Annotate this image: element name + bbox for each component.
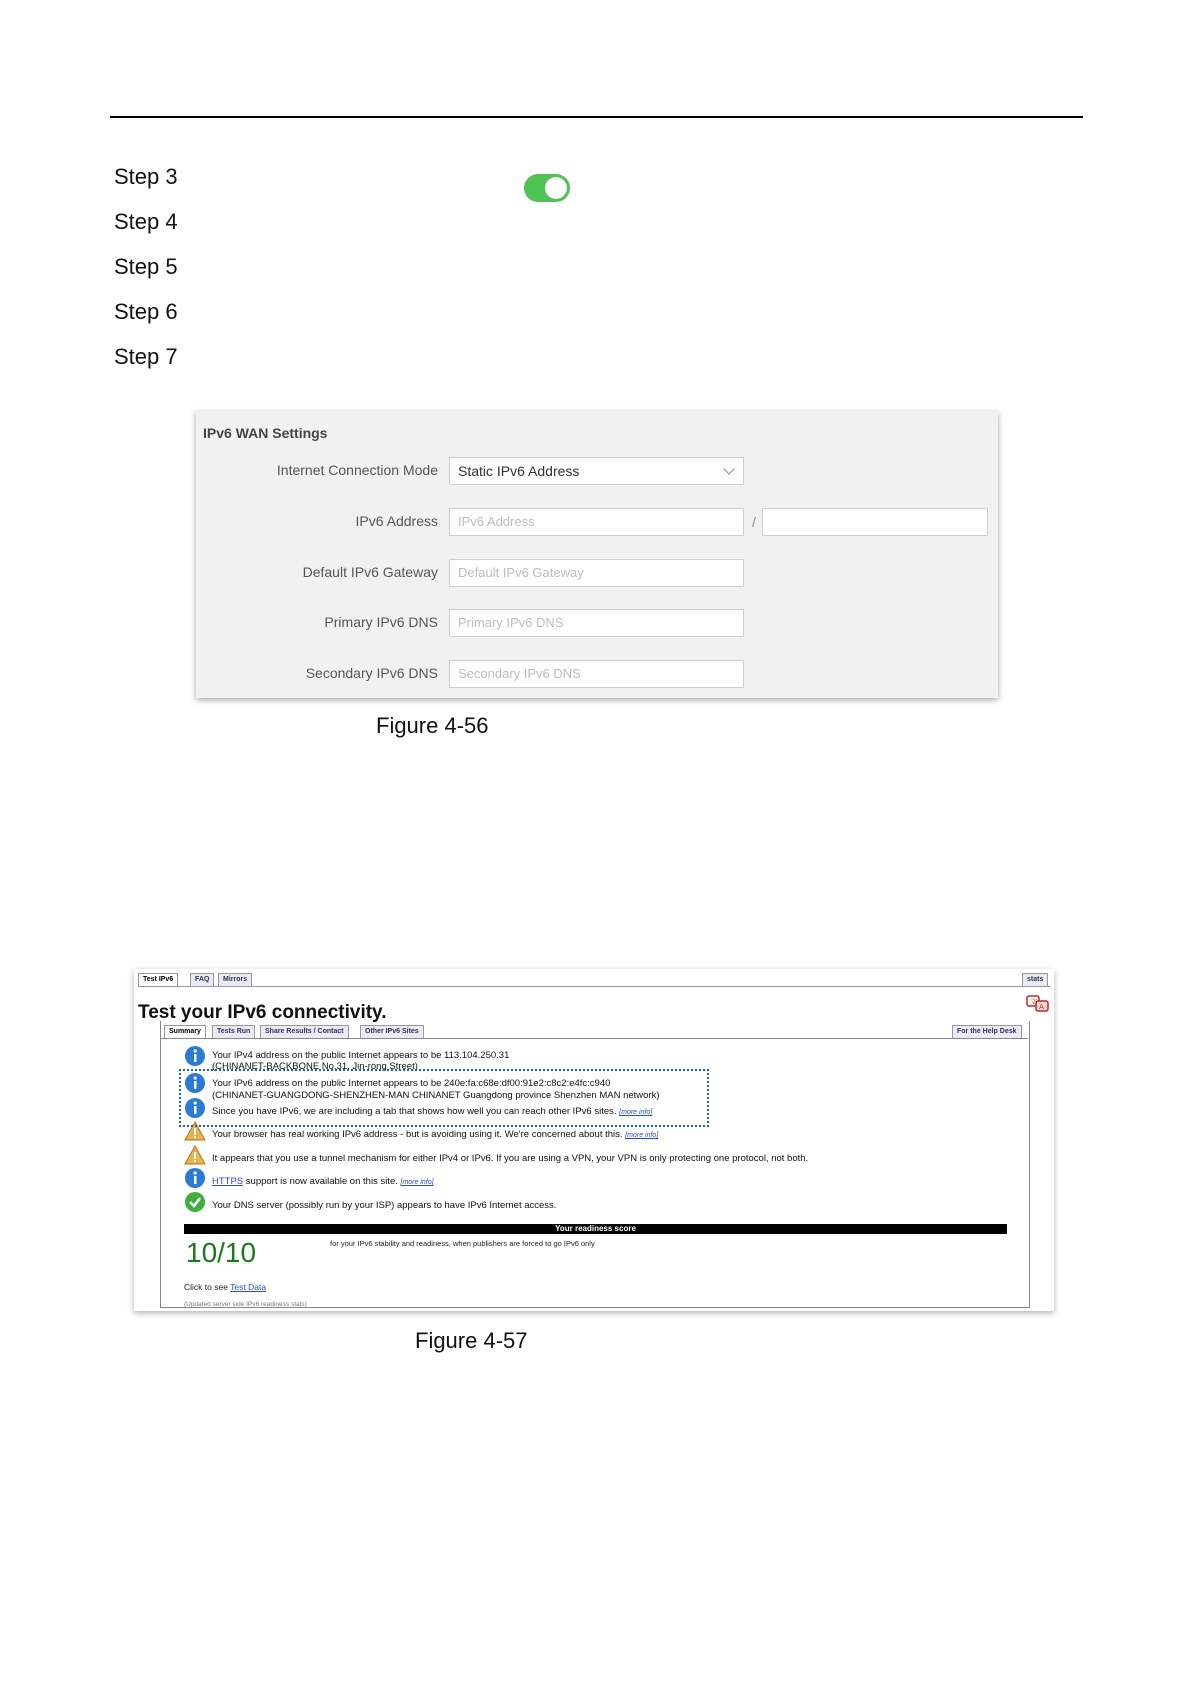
tab-test-ipv6[interactable]: Test IPv6 [138,973,178,987]
readiness-score-header: Your readiness score [184,1224,1007,1234]
gateway-label: Default IPv6 Gateway [302,564,438,580]
subtab-help-desk[interactable]: For the Help Desk [952,1025,1022,1039]
info-icon [184,1045,206,1067]
ipv6-address-line: Your IPv6 address on the public Internet appears to be 240e:fa:c68e:df00:91e2:c8c2:e4fc:c940 [212,1078,611,1089]
chevron-down-icon [723,463,734,474]
step-3-label: Step 3 [114,164,178,189]
primary-dns-label: Primary IPv6 DNS [324,614,438,630]
readiness-score-description: for your IPv6 stability and readiness, when publishers are forced to go IPv6 only [330,1239,595,1248]
https-line [212,1176,434,1189]
https-text: support is now available on this site. [243,1176,398,1187]
prefix-separator: / [752,514,756,530]
gateway-input[interactable]: Default IPv6 Gateway [449,559,744,587]
toggle-knob [545,177,567,199]
ipv6-wan-settings-panel [196,411,998,698]
figure-4-57-caption: Figure 4-57 [415,1328,528,1353]
tunnel-warning-line: It appears that you use a tunnel mechanism for either IPv4 or IPv6. If you are using a VPN, your VPN is only protecting one protocol, not both. [212,1153,809,1164]
figure-4-56-caption: Figure 4-56 [376,713,489,738]
subtab-tests-run[interactable]: Tests Run [212,1025,255,1039]
connection-mode-label: Internet Connection Mode [276,462,438,478]
more-info-link[interactable]: [more info] [625,1132,659,1139]
tab-faq[interactable]: FAQ [190,973,214,987]
ipv4-isp-line: (CHINANET-BACKBONE No.31, Jin-rong Street) [212,1061,418,1072]
more-info-link[interactable]: [more info] [400,1179,434,1186]
subtab-summary[interactable]: Summary [164,1025,206,1039]
ipv6-address-label: IPv6 Address [355,513,438,529]
ipv6-address-input[interactable]: IPv6 Address [449,508,744,536]
ipv4-address-line: Your IPv4 address on the public Internet appears to be 113.104.250.31 [212,1050,510,1061]
tab-stats[interactable]: stats [1022,973,1048,987]
subtab-divider [160,1038,1028,1039]
ipv6-test-screenshot [134,969,1054,1311]
prefix-length-input[interactable] [762,508,988,536]
svg-text:A: A [1039,1003,1044,1011]
more-info-link[interactable]: [more info] [619,1109,653,1116]
test-data-prefix: Click to see [184,1282,231,1292]
connection-mode-select[interactable] [449,457,744,485]
browser-warning-line [212,1129,658,1142]
tab-mirrors[interactable]: Mirrors [218,973,252,987]
check-icon [184,1191,206,1213]
secondary-dns-input[interactable]: Secondary IPv6 DNS [449,660,744,688]
svg-text:文: 文 [1030,998,1037,1006]
browser-warning-text: Your browser has real working IPv6 address - but is avoiding using it. We're concerned about this. [212,1129,623,1140]
subtab-other-ipv6-sites[interactable]: Other IPv6 Sites [360,1025,424,1039]
step-5-label: Step 5 [114,254,178,279]
ipv6-toggle[interactable] [524,174,570,202]
test-data-link[interactable]: Test Data [230,1282,267,1292]
page-title: Test your IPv6 connectivity. [138,1002,387,1023]
step-6-label: Step 6 [114,299,178,324]
translate-icon[interactable] [1026,995,1050,1013]
highlight-box [179,1069,709,1127]
ipv6-tab-info-text: Since you have IPv6, we are including a tab that shows how well you can reach other IPv6 sites. [212,1106,617,1117]
info-icon [184,1167,206,1189]
https-link[interactable]: HTTPS [212,1176,244,1187]
step-7-label: Step 7 [114,344,178,369]
ipv6-isp-line: (CHINANET-GUANGDONG-SHENZHEN-MAN CHINANET Guangdong province Shenzhen MAN network) [212,1090,660,1101]
step-4-label: Step 4 [114,209,178,234]
test-data-line [184,1282,266,1292]
header-rule [110,116,1083,118]
primary-dns-input[interactable]: Primary IPv6 DNS [449,609,744,637]
wan-title: IPv6 WAN Settings [203,425,328,441]
subtab-share-results[interactable]: Share Results / Contact [260,1025,349,1039]
connection-mode-value: Static IPv6 Address [458,463,580,479]
warning-icon [184,1144,206,1166]
updated-stats-note: (Updated server side IPv6 readiness stats) [184,1301,307,1308]
secondary-dns-label: Secondary IPv6 DNS [305,665,438,681]
dns-line: Your DNS server (possibly run by your ISP) appears to have IPv6 Internet access. [212,1200,557,1211]
tab-divider [138,986,1050,987]
readiness-score: 10/10 [186,1237,257,1268]
